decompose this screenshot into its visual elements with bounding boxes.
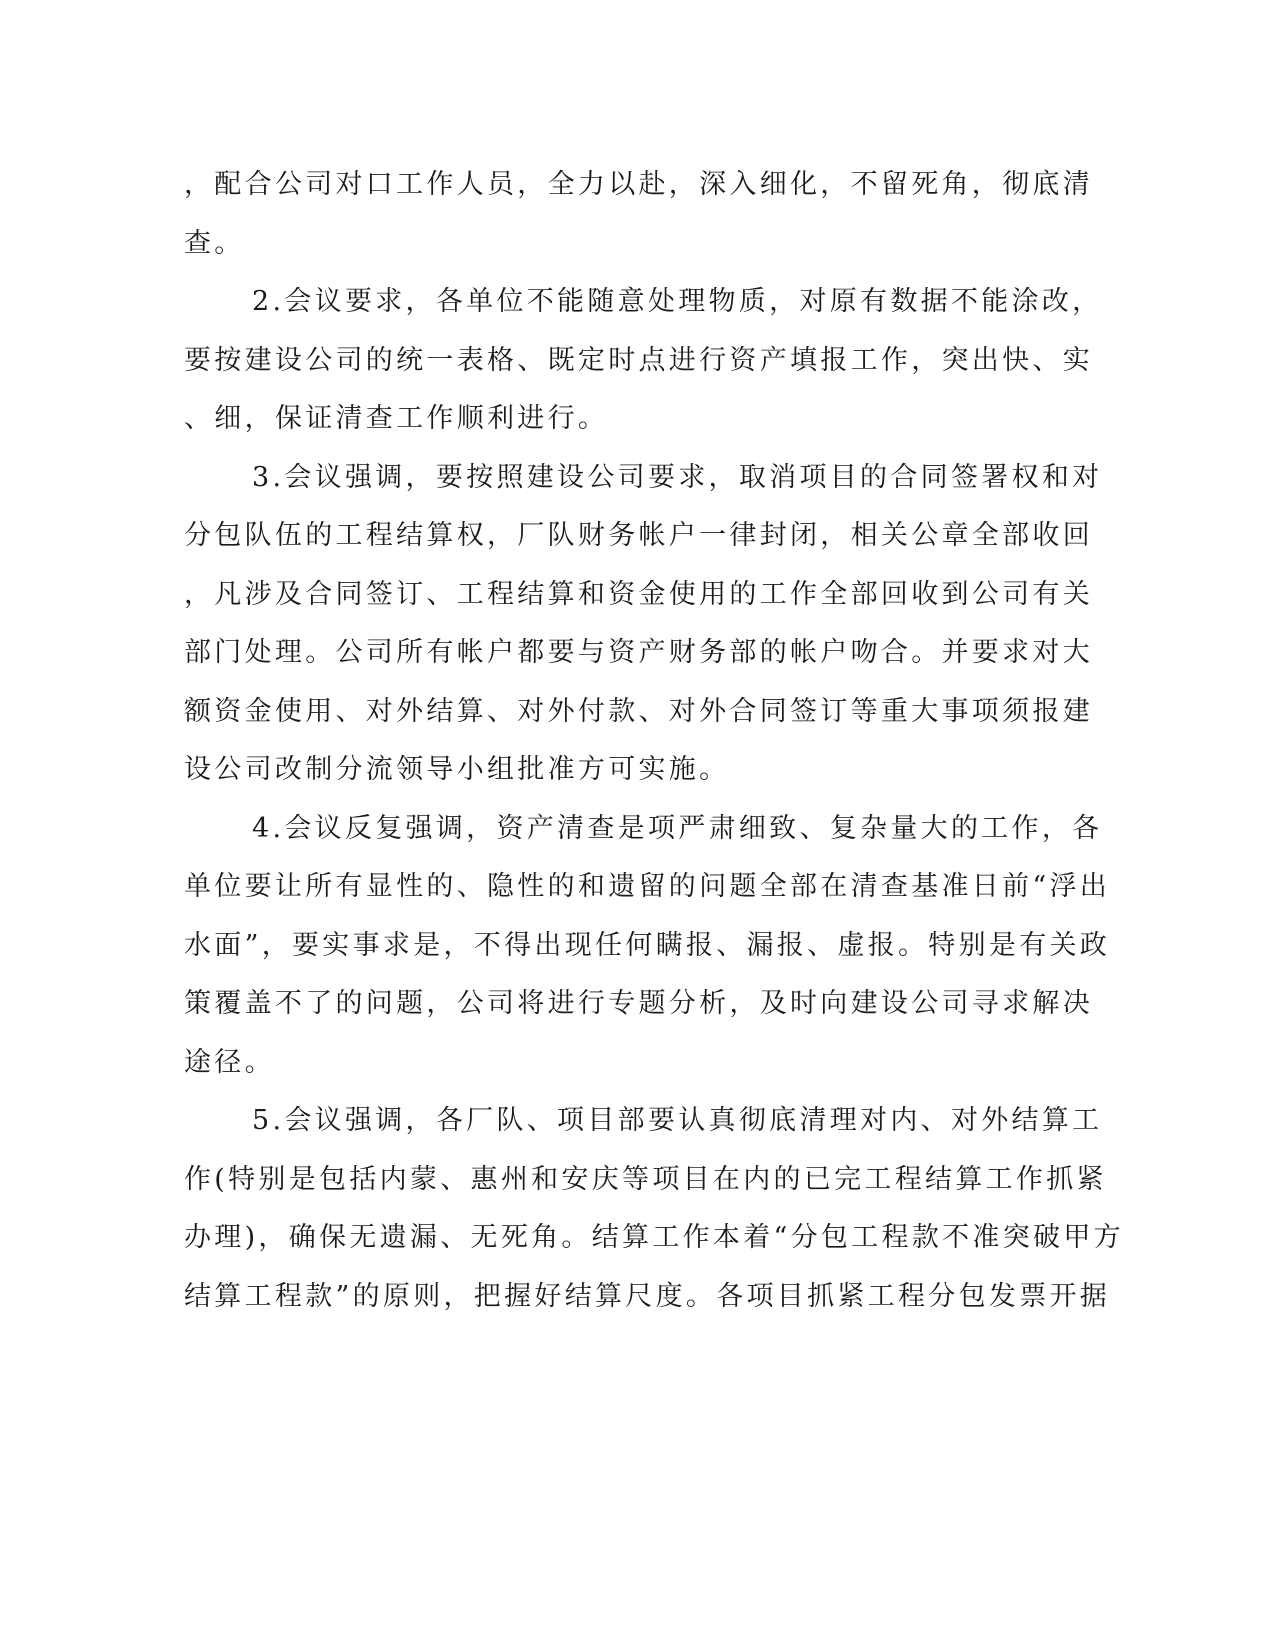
text-line: 分包队伍的工程结算权，厂队财务帐户一律封闭，相关公章全部收回 xyxy=(184,520,1093,551)
paragraph-continuation xyxy=(184,156,1093,273)
text-line: 结算工程款”的原则，把握好结算尺度。各项目抓紧工程分包发票开据 xyxy=(184,1280,1111,1312)
text-line: 办理)，确保无遗漏、无死角。结算工作本着“分包工程款不准突破甲方 xyxy=(184,1222,1124,1253)
text-line: ，凡涉及合同签订、工程结算和资金使用的工作全部回收到公司有关 xyxy=(184,578,1093,610)
paragraph-item-5 xyxy=(184,1092,1124,1326)
text-line: 部门处理。公司所有帐户都要与资产财务部的帐户吻合。并要求对大 xyxy=(184,637,1093,668)
text-line: 5.会议强调，各厂队、项目部要认真彻底清理对内、对外结算工 xyxy=(252,1105,1103,1136)
paragraph-item-2 xyxy=(184,273,1103,449)
text-line: 4.会议反复强调，资产清查是项严肃细致、复杂量大的工作，各 xyxy=(252,812,1103,844)
text-line: 2.会议要求，各单位不能随意处理物质，对原有数据不能涂改， xyxy=(252,286,1103,317)
text-line: 查。 xyxy=(184,227,245,259)
text-line: 要按建设公司的统一表格、既定时点进行资产填报工作，突出快、实 xyxy=(184,344,1093,376)
text-line: 设公司改制分流领导小组批准方可实施。 xyxy=(184,754,730,785)
text-line: 、细，保证清查工作顺利进行。 xyxy=(184,403,609,434)
text-line: 3.会议强调，要按照建设公司要求，取消项目的合同签署权和对 xyxy=(252,461,1103,493)
paragraph-item-3 xyxy=(184,449,1103,800)
text-line: 单位要让所有显性的、隐性的和遗留的问题全部在清查基准日前“浮出 xyxy=(184,871,1111,902)
text-line: 途径。 xyxy=(184,1046,275,1078)
text-line: 水面”，要实事求是，不得出现任何瞒报、漏报、虚报。特别是有关政 xyxy=(184,929,1111,961)
text-line: 作(特别是包括内蒙、惠州和安庆等项目在内的已完工程结算工作抓紧 xyxy=(184,1163,1107,1195)
paragraph-item-4 xyxy=(184,800,1111,1093)
text-line: ，配合公司对口工作人员，全力以赴，深入细化，不留死角，彻底清 xyxy=(184,169,1093,200)
text-line: 额资金使用、对外结算、对外付款、对外合同签订等重大事项须报建 xyxy=(184,695,1093,727)
document-body xyxy=(184,156,1124,1326)
text-line: 策覆盖不了的问题，公司将进行专题分析，及时向建设公司寻求解决 xyxy=(184,988,1093,1019)
